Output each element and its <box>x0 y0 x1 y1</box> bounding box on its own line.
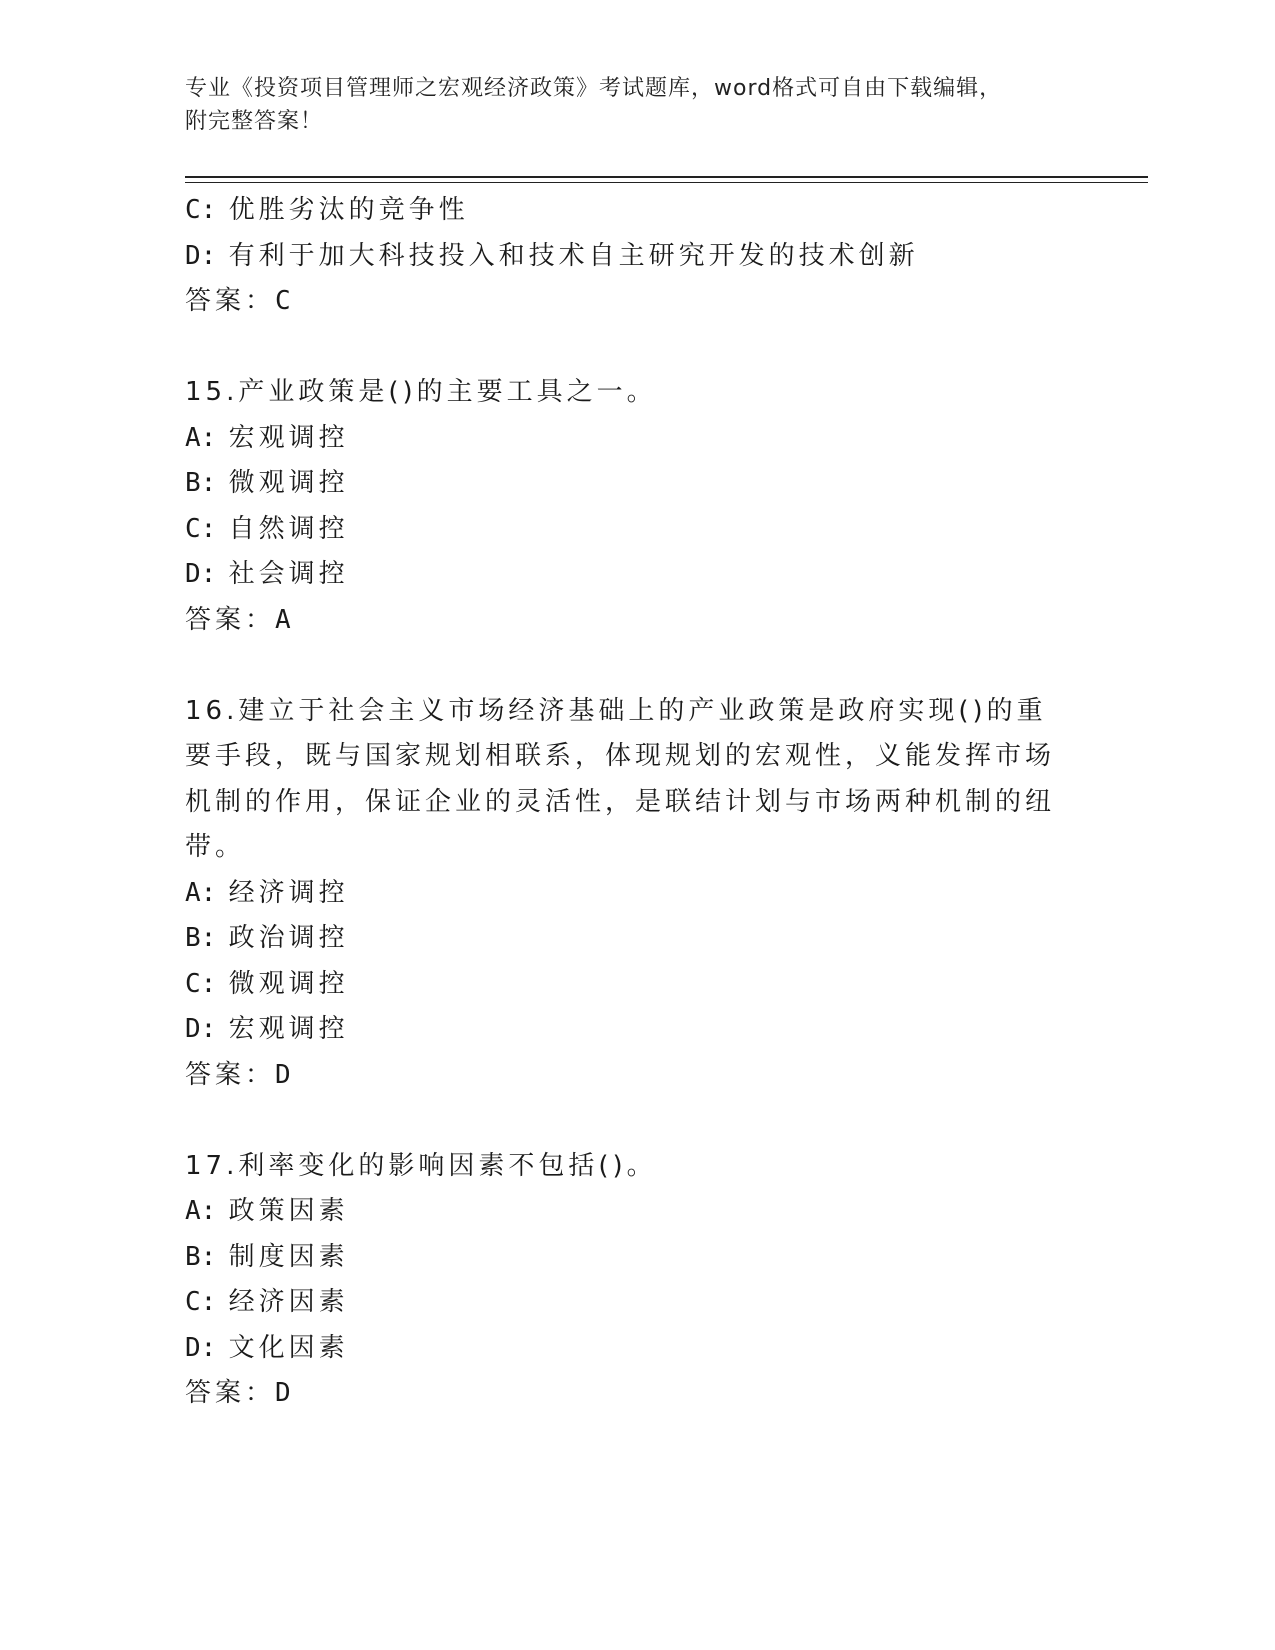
question-content <box>185 188 1115 1417</box>
option-letter: D: <box>185 559 217 589</box>
option-a <box>185 871 1115 917</box>
answer-value: D <box>275 1059 294 1090</box>
option-letter: C: <box>185 513 217 544</box>
answer-line <box>185 1371 1115 1417</box>
question-stem: 15.产业政策是()的主要工具之一。 <box>185 377 657 407</box>
option-text: 宏观调控 <box>228 422 349 453</box>
option-a <box>185 416 1115 462</box>
option-letter: B: <box>185 923 217 953</box>
answer-value: D <box>275 1378 294 1408</box>
option-letter: D: <box>185 1014 217 1044</box>
option-text: 制度因素 <box>228 1241 349 1272</box>
option-d <box>185 234 1115 280</box>
option-letter: D: <box>185 1332 217 1363</box>
option-text: 优胜劣汰的竞争性 <box>228 195 469 225</box>
option-text: 自然调控 <box>228 513 349 544</box>
answer-label: 答案： <box>185 1378 276 1408</box>
spacer <box>185 643 1115 689</box>
question-15 <box>185 370 1115 643</box>
header-line-2: 附完整答案！ <box>185 109 324 134</box>
option-letter: B: <box>185 468 217 498</box>
option-text: 社会调控 <box>228 559 349 589</box>
document-header <box>185 72 1085 138</box>
option-letter: D: <box>185 240 217 271</box>
question-16 <box>185 689 1115 1099</box>
option-c <box>185 1280 1115 1326</box>
option-b <box>185 461 1115 507</box>
option-letter: B: <box>185 1241 217 1272</box>
answer-line <box>185 279 1115 325</box>
option-text: 政治调控 <box>228 923 349 953</box>
answer-label: 答案： <box>185 1059 276 1090</box>
option-c <box>185 507 1115 553</box>
header-divider-thick <box>185 176 1148 178</box>
option-text: 微观调控 <box>228 968 349 999</box>
option-text: 经济调控 <box>228 877 349 908</box>
option-letter: A: <box>185 422 217 453</box>
header-line-1: 专业《投资项目管理师之宏观经济政策》考试题库，word格式可自由下载编辑， <box>185 76 1003 101</box>
spacer <box>185 325 1115 371</box>
option-letter: A: <box>185 1196 217 1226</box>
question-14-continuation <box>185 188 1115 325</box>
answer-value: A <box>275 604 294 635</box>
question-17 <box>185 1144 1115 1417</box>
option-letter: C: <box>185 968 217 999</box>
answer-label: 答案： <box>185 286 276 316</box>
option-c <box>185 188 1115 234</box>
answer-label: 答案： <box>185 604 276 635</box>
option-text: 政策因素 <box>228 1196 349 1226</box>
option-c <box>185 962 1115 1008</box>
option-d <box>185 552 1115 598</box>
option-b <box>185 916 1115 962</box>
question-stem: 16.建立于社会主义市场经济基础上的产业政策是政府实现()的重要手段，既与国家规划相联系，体现规划的宏观性，义能发挥市场机制的作用，保证企业的灵活性，是联结计划与市场两种机制的纽带。 <box>185 695 1056 862</box>
option-d <box>185 1326 1115 1372</box>
option-b <box>185 1235 1115 1281</box>
option-text: 有利于加大科技投入和技术自主研究开发的技术创新 <box>228 240 919 271</box>
answer-line <box>185 1053 1115 1099</box>
option-text: 微观调控 <box>228 468 349 498</box>
option-text: 宏观调控 <box>228 1014 349 1044</box>
option-a <box>185 1189 1115 1235</box>
answer-value: C <box>275 286 294 316</box>
option-text: 文化因素 <box>228 1332 349 1363</box>
option-letter: C: <box>185 1287 217 1317</box>
answer-line <box>185 598 1115 644</box>
header-divider-thin <box>185 182 1148 183</box>
option-d <box>185 1007 1115 1053</box>
question-stem: 17.利率变化的影响因素不包括()。 <box>185 1150 657 1181</box>
option-letter: A: <box>185 877 217 908</box>
option-letter: C: <box>185 195 217 225</box>
spacer <box>185 1098 1115 1144</box>
option-text: 经济因素 <box>228 1287 349 1317</box>
